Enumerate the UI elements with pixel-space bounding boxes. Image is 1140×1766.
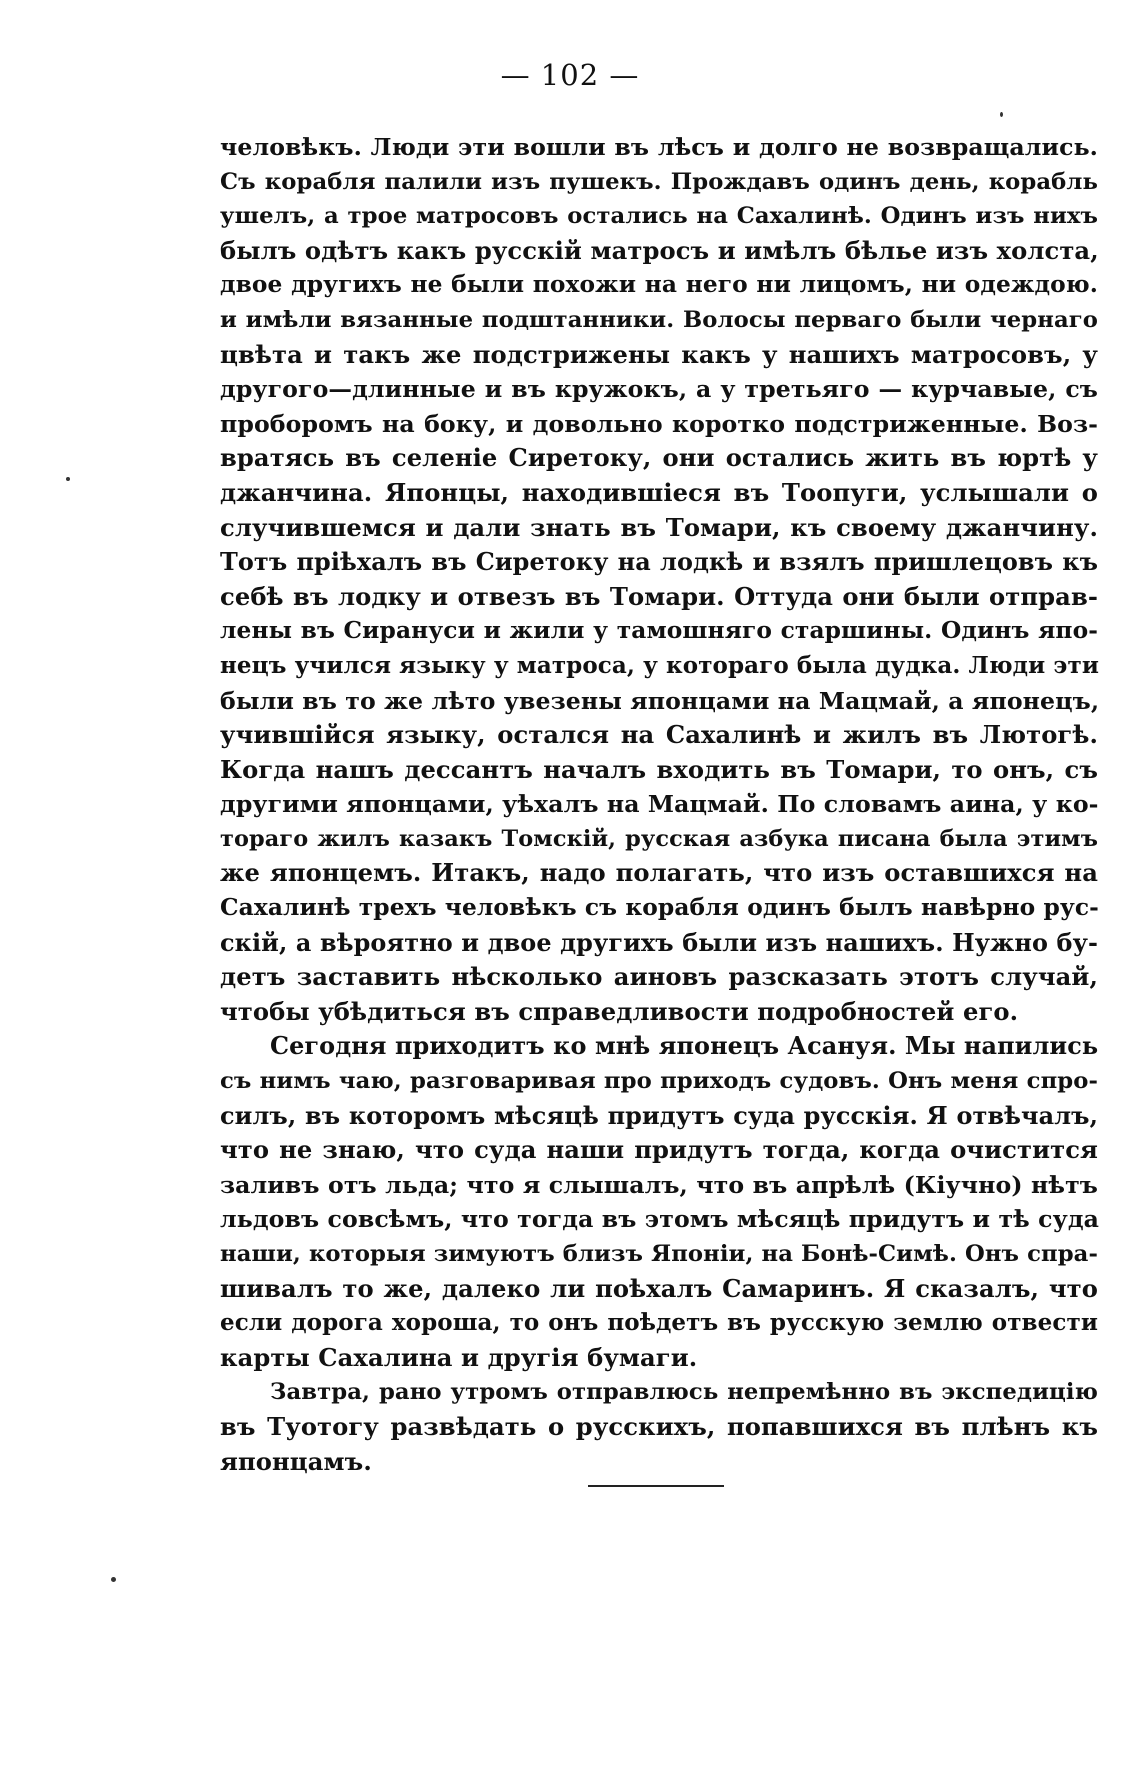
text-line: другого—длинные и въ кружокъ, а у третьяго — курчавые, съ bbox=[220, 375, 1098, 404]
text-line: Завтра, рано утромъ отправлюсь непремѣнно въ экспедицію bbox=[270, 1379, 1098, 1406]
text-line: джанчина. Японцы, находившіеся въ Тоопуги, услышали о bbox=[220, 477, 1098, 507]
page-number: — 102 — bbox=[500, 58, 640, 92]
text-line: и имѣли вязанные подштанники. Волосы перваго были чернаго bbox=[220, 306, 1098, 333]
paragraph bbox=[220, 1375, 1098, 1479]
text-line: скій, а вѣроятно и двое другихъ были изъ нашихъ. Нужно бу- bbox=[220, 928, 1098, 957]
text-line: Когда нашъ дессантъ началъ входить въ Томари, то онъ, съ bbox=[220, 754, 1098, 784]
text-line: японцамъ. bbox=[220, 1446, 372, 1476]
text-line: силъ, въ которомъ мѣсяцѣ придутъ суда русскія. Я отвѣчалъ, bbox=[220, 1101, 1098, 1130]
text-line: что не знаю, что суда наши придутъ тогда, когда очистится bbox=[220, 1135, 1098, 1165]
text-line: учившійся языку, остался на Сахалинѣ и жилъ въ Лютогѣ. bbox=[220, 720, 1098, 750]
text-line: человѣкъ. Люди эти вошли въ лѣсъ и долго не возвращались. bbox=[220, 133, 1098, 161]
text-line: Сахалинѣ трехъ человѣкъ съ корабля одинъ былъ навѣрно рус- bbox=[220, 894, 1099, 922]
text-line: нецъ учился языку у матроса, у котораго была дудка. Люди эти bbox=[220, 651, 1099, 679]
text-line: съ нимъ чаю, разговаривая про приходъ судовъ. Онъ меня спро- bbox=[220, 1068, 1098, 1095]
text-line: чтобы убѣдиться въ справедливости подробностей его. bbox=[220, 996, 1019, 1026]
text-line: былъ одѣтъ какъ русскій матросъ и имѣлъ бѣлье изъ холста, bbox=[220, 235, 1099, 265]
text-line: въ Туотогу развѣдать о русскихъ, попавшихся въ плѣнъ къ bbox=[220, 1411, 1098, 1441]
scan-speck bbox=[66, 477, 70, 481]
text-line: Тотъ пріѣхалъ въ Сиретоку на лодкѣ и взялъ пришлецовъ къ bbox=[220, 548, 1098, 577]
text-line: тораго жилъ казакъ Томскій, русская азбука писана была этимъ bbox=[220, 825, 1098, 852]
paragraph bbox=[220, 130, 1098, 1029]
text-line: проборомъ на боку, и довольно коротко подстриженные. Воз- bbox=[220, 409, 1098, 438]
text-line: вратясь въ селеніе Сиретоку, они остались жить въ юртѣ у bbox=[220, 443, 1098, 473]
text-line: наши, которыя зимуютъ близъ Японіи, на Бонѣ-Симѣ. Онъ спра- bbox=[220, 1241, 1098, 1267]
text-line: случившемся и дали знать въ Томари, къ своему джанчину. bbox=[220, 512, 1098, 542]
text-line: двое другихъ не были похожи на него ни лицомъ, ни одеждою. bbox=[220, 271, 1098, 299]
text-line: лены въ Сирануси и жили у тамошняго старшины. Одинъ япо- bbox=[220, 617, 1098, 645]
text-line: ушелъ, а трое матросовъ остались на Сахалинѣ. Одинъ изъ нихъ bbox=[220, 203, 1098, 230]
text-line: если дорога хороша, то онъ поѣдетъ въ русскую землю отвести bbox=[220, 1309, 1098, 1337]
paragraph bbox=[220, 1029, 1098, 1375]
section-end-rule bbox=[588, 1485, 724, 1487]
text-line: Сегодня приходитъ ко мнѣ японецъ Асануя. Мы напились bbox=[270, 1032, 1099, 1061]
text-line: же японцемъ. Итакъ, надо полагать, что изъ оставшихся на bbox=[220, 858, 1098, 888]
text-line: детъ заставить нѣсколько аиновъ разсказать этотъ случай, bbox=[220, 962, 1098, 992]
text-line: заливъ отъ льда; что я слышалъ, что въ апрѣлѣ (Кіучно) нѣтъ bbox=[220, 1170, 1098, 1199]
text-line: были въ то же лѣто увезены японцами на Мацмай, а японецъ, bbox=[220, 686, 1100, 715]
text-line: льдовъ совсѣмъ, что тогда въ этомъ мѣсяцѣ придутъ и тѣ суда bbox=[220, 1205, 1100, 1234]
text-line: цвѣта и такъ же подстрижены какъ у нашихъ матросовъ, у bbox=[220, 339, 1098, 369]
scan-speck bbox=[111, 1577, 116, 1582]
text-line: Съ корабля палили изъ пушекъ. Прождавъ одинъ день, корабль bbox=[220, 168, 1098, 195]
text-line: шивалъ то же, далеко ли поѣхалъ Самаринъ. Я сказалъ, что bbox=[220, 1273, 1098, 1303]
text-line: карты Сахалина и другія бумаги. bbox=[220, 1342, 698, 1372]
text-line: другими японцами, уѣхалъ на Мацмай. По словамъ аина, у ко- bbox=[220, 790, 1099, 819]
text-line: себѣ въ лодку и отвезъ въ Томари. Оттуда они были отправ- bbox=[220, 581, 1098, 611]
body-text bbox=[220, 130, 1098, 1479]
scan-speck bbox=[1000, 112, 1003, 117]
